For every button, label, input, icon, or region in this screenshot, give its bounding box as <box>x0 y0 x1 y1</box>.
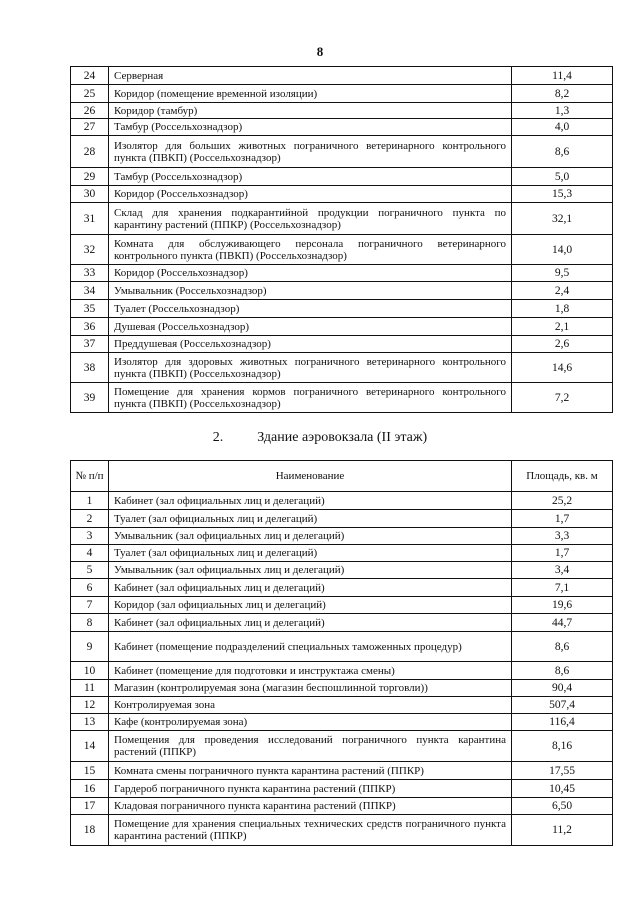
row-number: 28 <box>71 136 109 168</box>
table-row <box>71 353 613 383</box>
row-name: Кабинет (помещение подразделений специальных таможенных процедур) <box>109 632 512 662</box>
row-area: 2,4 <box>512 282 613 300</box>
section-title: Здание аэровокзала (II этаж) <box>257 430 428 445</box>
row-area: 8,6 <box>512 662 613 680</box>
row-number: 9 <box>71 632 109 662</box>
row-number: 11 <box>71 680 109 697</box>
row-number: 29 <box>71 168 109 186</box>
row-area: 7,2 <box>512 383 613 413</box>
row-area: 1,8 <box>512 300 613 318</box>
table-row <box>71 545 613 562</box>
table-row <box>71 119 613 136</box>
table-header-row <box>71 461 613 492</box>
row-name: Серверная <box>109 67 512 85</box>
row-number: 14 <box>71 731 109 762</box>
row-area: 8,2 <box>512 85 613 103</box>
row-name: Кладовая пограничного пункта карантина растений (ППКР) <box>109 798 512 815</box>
row-area: 8,6 <box>512 136 613 168</box>
row-number: 27 <box>71 119 109 136</box>
row-area: 11,4 <box>512 67 613 85</box>
row-number: 10 <box>71 662 109 680</box>
row-number: 25 <box>71 85 109 103</box>
row-name: Контролируемая зона <box>109 697 512 714</box>
row-number: 4 <box>71 545 109 562</box>
header-num: № п/п <box>71 461 109 492</box>
row-name: Комната смены пограничного пункта карантина растений (ППКР) <box>109 762 512 780</box>
row-name: Кабинет (зал официальных лиц и делегаций) <box>109 579 512 597</box>
row-area: 90,4 <box>512 680 613 697</box>
row-name: Помещение для хранения специальных технических средств пограничного пункта карантина растений (ППКР) <box>109 815 512 846</box>
row-name: Душевая (Россельхознадзор) <box>109 318 512 336</box>
table-row <box>71 632 613 662</box>
row-name: Кабинет (зал официальных лиц и делегаций) <box>109 614 512 632</box>
table-row <box>71 336 613 353</box>
row-number: 13 <box>71 714 109 731</box>
table-row <box>71 67 613 85</box>
row-name: Туалет (Россельхознадзор) <box>109 300 512 318</box>
row-area: 2,1 <box>512 318 613 336</box>
table-row <box>71 815 613 846</box>
row-name: Склад для хранения подкарантийной продукции пограничного пункта по карантину растений (ППКР) (Россельхознадзор) <box>109 203 512 235</box>
row-area: 1,3 <box>512 103 613 119</box>
row-number: 18 <box>71 815 109 846</box>
row-area: 507,4 <box>512 697 613 714</box>
row-name: Коридор (помещение временной изоляции) <box>109 85 512 103</box>
row-name: Умывальник (Россельхознадзор) <box>109 282 512 300</box>
row-name: Комната для обслуживающего персонала пограничного ветеринарного контрольного пункта (ПВКП) (Россельхознадзор) <box>109 235 512 265</box>
table-row <box>71 714 613 731</box>
row-name: Тамбур (Россельхознадзор) <box>109 119 512 136</box>
table-row <box>71 85 613 103</box>
row-area: 8,16 <box>512 731 613 762</box>
row-name: Помещения для проведения исследований пограничного пункта карантина растений (ППКР) <box>109 731 512 762</box>
table-row <box>71 136 613 168</box>
row-number: 15 <box>71 762 109 780</box>
row-number: 37 <box>71 336 109 353</box>
row-number: 36 <box>71 318 109 336</box>
row-area: 25,2 <box>512 492 613 510</box>
row-area: 11,2 <box>512 815 613 846</box>
row-area: 3,4 <box>512 562 613 579</box>
row-number: 24 <box>71 67 109 85</box>
row-area: 1,7 <box>512 510 613 528</box>
table-row <box>71 103 613 119</box>
table-row <box>71 762 613 780</box>
row-number: 26 <box>71 103 109 119</box>
row-name: Кабинет (помещение для подготовки и инструктажа смены) <box>109 662 512 680</box>
table-row <box>71 528 613 545</box>
row-name: Преддушевая (Россельхознадзор) <box>109 336 512 353</box>
row-area: 10,45 <box>512 780 613 798</box>
row-number: 6 <box>71 579 109 597</box>
table-row <box>71 579 613 597</box>
row-area: 7,1 <box>512 579 613 597</box>
rooms-table-continued <box>70 66 613 413</box>
row-number: 2 <box>71 510 109 528</box>
table-row <box>71 203 613 235</box>
row-number: 8 <box>71 614 109 632</box>
row-area: 17,55 <box>512 762 613 780</box>
row-name: Коридор (Россельхознадзор) <box>109 186 512 203</box>
row-number: 1 <box>71 492 109 510</box>
row-name: Гардероб пограничного пункта карантина растений (ППКР) <box>109 780 512 798</box>
row-name: Умывальник (зал официальных лиц и делегаций) <box>109 562 512 579</box>
table-row <box>71 318 613 336</box>
row-number: 16 <box>71 780 109 798</box>
row-area: 1,7 <box>512 545 613 562</box>
table-row <box>71 300 613 318</box>
table-row <box>71 168 613 186</box>
row-name: Умывальник (зал официальных лиц и делегаций) <box>109 528 512 545</box>
row-area: 8,6 <box>512 632 613 662</box>
row-number: 30 <box>71 186 109 203</box>
row-name: Изолятор для больших животных пограничного ветеринарного контрольного пункта (ПВКП) (Россельхознадзор) <box>109 136 512 168</box>
rooms-table-second-floor <box>70 460 613 846</box>
table-row <box>71 383 613 413</box>
row-area: 3,3 <box>512 528 613 545</box>
row-name: Туалет (зал официальных лиц и делегаций) <box>109 510 512 528</box>
row-number: 5 <box>71 562 109 579</box>
row-number: 7 <box>71 597 109 614</box>
table-row <box>71 282 613 300</box>
table-row <box>71 265 613 282</box>
row-name: Магазин (контролируемая зона (магазин беспошлинной торговли)) <box>109 680 512 697</box>
row-name: Туалет (зал официальных лиц и делегаций) <box>109 545 512 562</box>
row-name: Кабинет (зал официальных лиц и делегаций) <box>109 492 512 510</box>
row-number: 12 <box>71 697 109 714</box>
row-area: 116,4 <box>512 714 613 731</box>
section-heading <box>0 430 640 446</box>
row-area: 44,7 <box>512 614 613 632</box>
table-row <box>71 235 613 265</box>
row-name: Коридор (Россельхознадзор) <box>109 265 512 282</box>
row-number: 38 <box>71 353 109 383</box>
table-row <box>71 697 613 714</box>
row-number: 32 <box>71 235 109 265</box>
table-row <box>71 731 613 762</box>
table-row <box>71 597 613 614</box>
table-row <box>71 492 613 510</box>
row-name: Коридор (зал официальных лиц и делегаций) <box>109 597 512 614</box>
row-area: 19,6 <box>512 597 613 614</box>
row-name: Коридор (тамбур) <box>109 103 512 119</box>
row-number: 35 <box>71 300 109 318</box>
table-row <box>71 186 613 203</box>
row-name: Помещение для хранения кормов пограничного ветеринарного контрольного пункта (ПВКП) (Россельхознадзор) <box>109 383 512 413</box>
row-area: 9,5 <box>512 265 613 282</box>
header-name: Наименование <box>109 461 512 492</box>
table-row <box>71 510 613 528</box>
row-name: Изолятор для здоровых животных пограничного ветеринарного контрольного пункта (ПВКП) (Россельхознадзор) <box>109 353 512 383</box>
row-number: 17 <box>71 798 109 815</box>
row-area: 5,0 <box>512 168 613 186</box>
table-row <box>71 662 613 680</box>
table-row <box>71 798 613 815</box>
row-number: 39 <box>71 383 109 413</box>
row-number: 3 <box>71 528 109 545</box>
row-number: 31 <box>71 203 109 235</box>
row-area: 32,1 <box>512 203 613 235</box>
row-area: 6,50 <box>512 798 613 815</box>
row-area: 14,0 <box>512 235 613 265</box>
row-number: 33 <box>71 265 109 282</box>
row-area: 4,0 <box>512 119 613 136</box>
row-area: 2,6 <box>512 336 613 353</box>
row-number: 34 <box>71 282 109 300</box>
row-name: Кафе (контролируемая зона) <box>109 714 512 731</box>
table-row <box>71 614 613 632</box>
row-name: Тамбур (Россельхознадзор) <box>109 168 512 186</box>
section-number: 2. <box>212 430 224 445</box>
row-area: 15,3 <box>512 186 613 203</box>
header-area: Площадь, кв. м <box>512 461 613 492</box>
row-area: 14,6 <box>512 353 613 383</box>
page-number: 8 <box>316 44 324 59</box>
table-row <box>71 780 613 798</box>
table-row <box>71 562 613 579</box>
table-row <box>71 680 613 697</box>
